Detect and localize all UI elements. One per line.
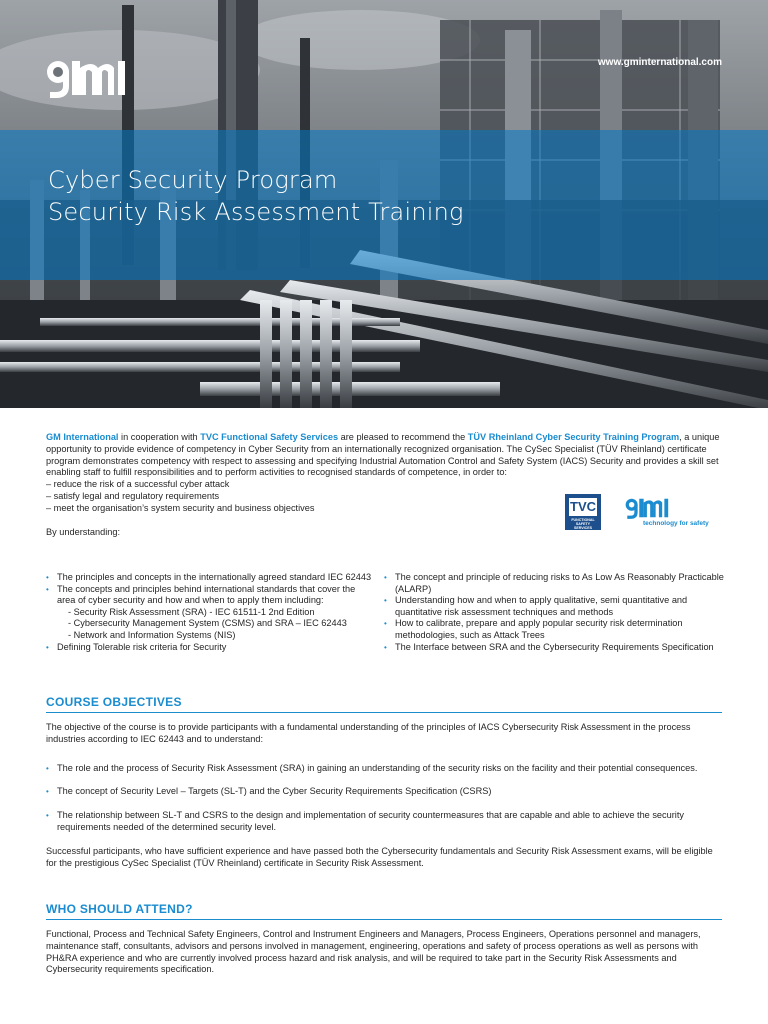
attendees-text: Functional, Process and Technical Safety Engineers, Control and Instrument Engineers and Managers, Process Engineers, Operations personnel and managers, maintenance staff, consultants, advisors and persons involved in management, engineering, operations and safety of process operations as well as persons with PH&RA experience and who are currently involved process hazard and risk analysis, and will be required to take part in the Security Risk Assessments and Cybersecurity requirements specification. — [46, 929, 701, 975]
understanding-left-column — [46, 572, 376, 653]
course-objectives-section — [46, 722, 722, 869]
website-url[interactable]: www.gminternational.com — [597, 57, 722, 68]
partner-logos — [565, 494, 725, 532]
section-divider — [46, 712, 722, 713]
gmi-small-logo — [615, 496, 681, 520]
org-tvc-link[interactable]: TVC Functional Safety Services — [200, 432, 339, 442]
objectives-intro: The objective of the course is to provide participants with a fundamental understanding of the principles of IACS Cybersecurity Risk Assessment in the process industries according to IEC 62443 and to understand: — [46, 722, 691, 744]
list-item: • The principles and concepts in the internationally agreed standard IEC 62443 — [46, 572, 376, 584]
aim-item: – satisfy legal and regulatory requirements — [46, 490, 220, 501]
tvc-logo: TVC FUNCTIONAL SAFETY SERVICES — [565, 494, 601, 530]
who-should-attend-heading: WHO SHOULD ATTEND? — [46, 902, 193, 916]
list-item: • The concepts and principles behind international standards that cover the area of cyber security and how and when to apply them including: - Security Risk Assessment (SRA) - IEC 61511-1 2nd Edition - Cybersecurity Management System (CSMS) and SRA – IEC 62443 - Network and Information Systems (NIS) — [46, 584, 376, 642]
list-item: • The relationship between SL-T and CSRS to the design and implementation of security countermeasures that are capable and able to achieve the security requirements needed of the determined security level. — [46, 810, 722, 834]
hero-banner — [0, 0, 768, 408]
page-title — [48, 164, 464, 228]
list-item: • The role and the process of Security Risk Assessment (SRA) in gaining an understanding of the security risks on the facility and their potential consequences. — [46, 763, 722, 775]
list-item: • The concept and principle of reducing risks to As Low As Reasonably Practicable (ALARP) — [384, 572, 726, 595]
title-line-2: Security Risk Assessment Training — [48, 198, 464, 226]
intro-paragraph: GM International in cooperation with TVC Functional Safety Services are pleased to recommend the TÜV Rheinland Cyber Security Training Program, a unique opportunity to provide evidence of competency in Cyber Security from an internationally recognized organisation. The CySec Specialist (TÜV Rheinland) certificate program demonstrates competency with respect to assessing and specifying Industrial Automation Control and Safety System (IACS) Security and provides a skill set enabling staff to fulfill responsibilities and to perform activities to recognised standards of competence, in order to: — [46, 432, 720, 478]
gmi-logo — [46, 56, 130, 100]
section-divider — [46, 919, 722, 920]
gmi-tagline: technology for safety — [643, 520, 709, 527]
program-link[interactable]: TÜV Rheinland Cyber Security Training Program — [467, 432, 680, 442]
aim-item: – reduce the risk of a successful cyber attack — [46, 479, 230, 490]
sub-item: - Network and Information Systems (NIS) — [68, 629, 236, 640]
list-item: • Understanding how and when to apply qualitative, semi quantitative and quantitative risk assessment techniques and methods — [384, 595, 726, 618]
title-line-1: Cyber Security Program — [48, 166, 338, 194]
course-objectives-heading: COURSE OBJECTIVES — [46, 695, 182, 709]
objectives-closing: Successful participants, who have sufficient experience and have passed both the Cybersecurity fundamentals and Security Risk Assessment exams, will be eligible for the prestigious CySec Specialist (TÜV Rheinland) certificate in Security Risk Assessment. — [46, 845, 713, 868]
list-item: • Defining Tolerable risk criteria for Security — [46, 642, 376, 654]
who-should-attend-section — [46, 929, 722, 976]
understanding-right-column — [384, 572, 726, 653]
objectives-list — [46, 763, 722, 834]
list-item: • The concept of Security Level – Targets (SL-T) and the Cyber Security Requirements Specification (CSRS) — [46, 786, 722, 798]
aim-item: – meet the organisation’s system security and business objectives — [46, 502, 315, 513]
list-item: • The Interface between SRA and the Cybersecurity Requirements Specification — [384, 642, 726, 654]
sub-item: - Security Risk Assessment (SRA) - IEC 61511-1 2nd Edition — [68, 606, 315, 617]
by-understanding-label: By understanding: — [46, 526, 121, 537]
list-item: • How to calibrate, prepare and apply popular security risk determination methodologies, such as Attack Trees — [384, 618, 726, 641]
sub-item: - Cybersecurity Management System (CSMS) and SRA – IEC 62443 — [68, 618, 347, 629]
org-gm-link[interactable]: GM International — [46, 432, 119, 442]
